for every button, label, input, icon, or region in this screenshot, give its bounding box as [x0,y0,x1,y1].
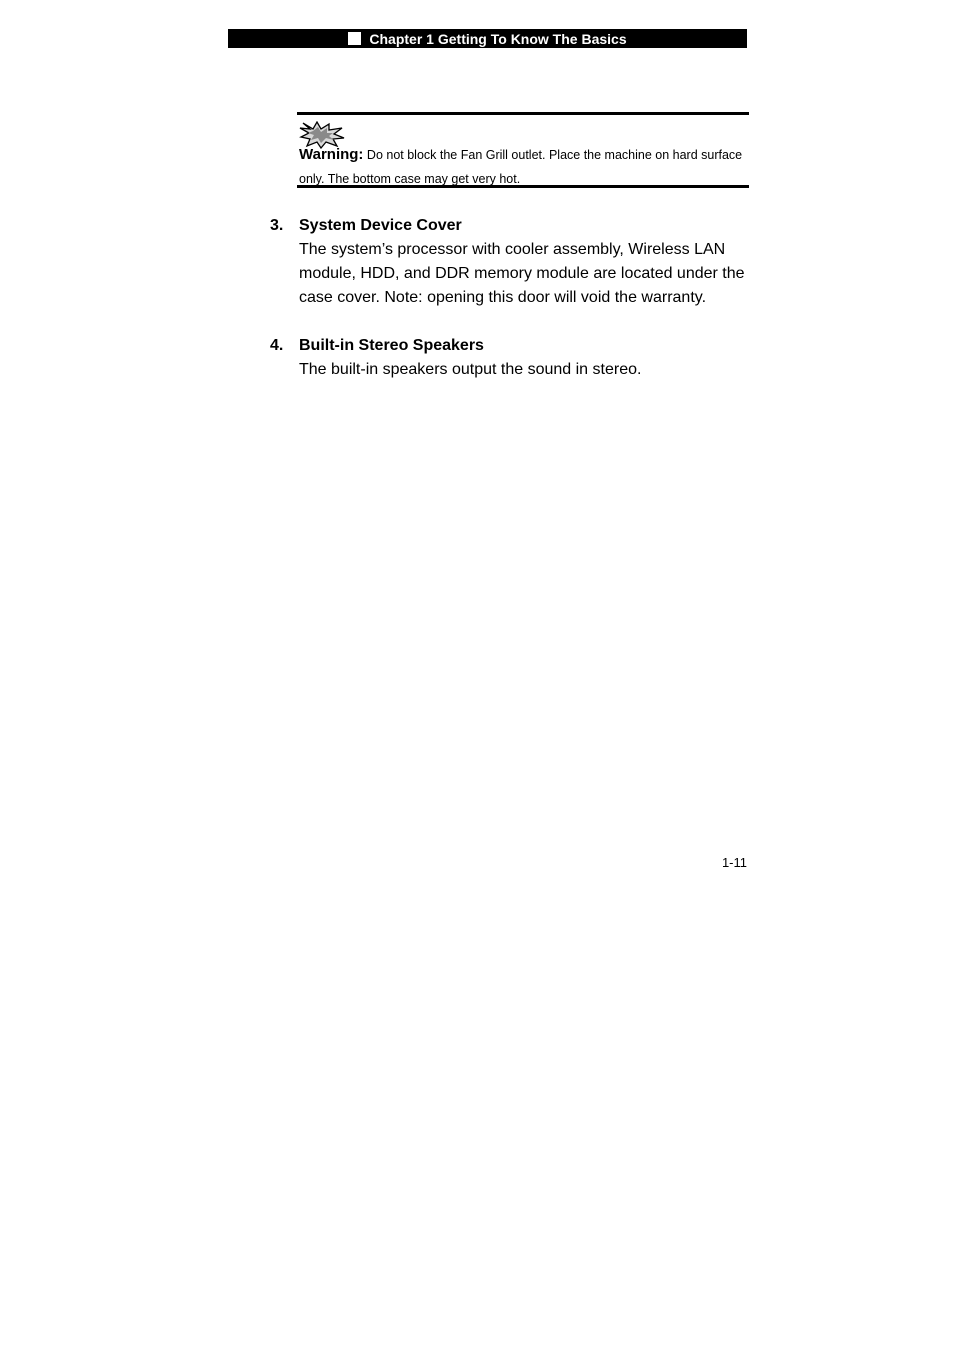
section-body: The built-in speakers output the sound in stereo. [299,361,642,378]
section-built-in-stereo-speakers [270,334,752,382]
section-body: The system’s processor with cooler assembly, Wireless LAN module, HDD, and DDR memory module are located under the case cover. Note: opening this door will void the warranty. [299,241,745,306]
section-title: Built-in Stereo Speakers [299,337,484,354]
warning-message: Do not block the Fan Grill outlet. Place the machine on hard surface only. The bottom case may get very hot. [299,148,743,186]
chapter-header-bar [228,29,747,48]
section-title: System Device Cover [299,217,462,234]
section-system-device-cover [270,214,752,310]
warning-text [299,143,745,191]
section-number: 3. [270,217,284,234]
chapter-title: Chapter 1 Getting To Know The Basics [369,30,627,47]
header-square-icon [348,32,361,45]
page-number: 1-11 [721,855,747,870]
section-number: 4. [270,337,284,354]
warning-box [297,112,749,188]
warning-label: Warning: [299,146,364,163]
